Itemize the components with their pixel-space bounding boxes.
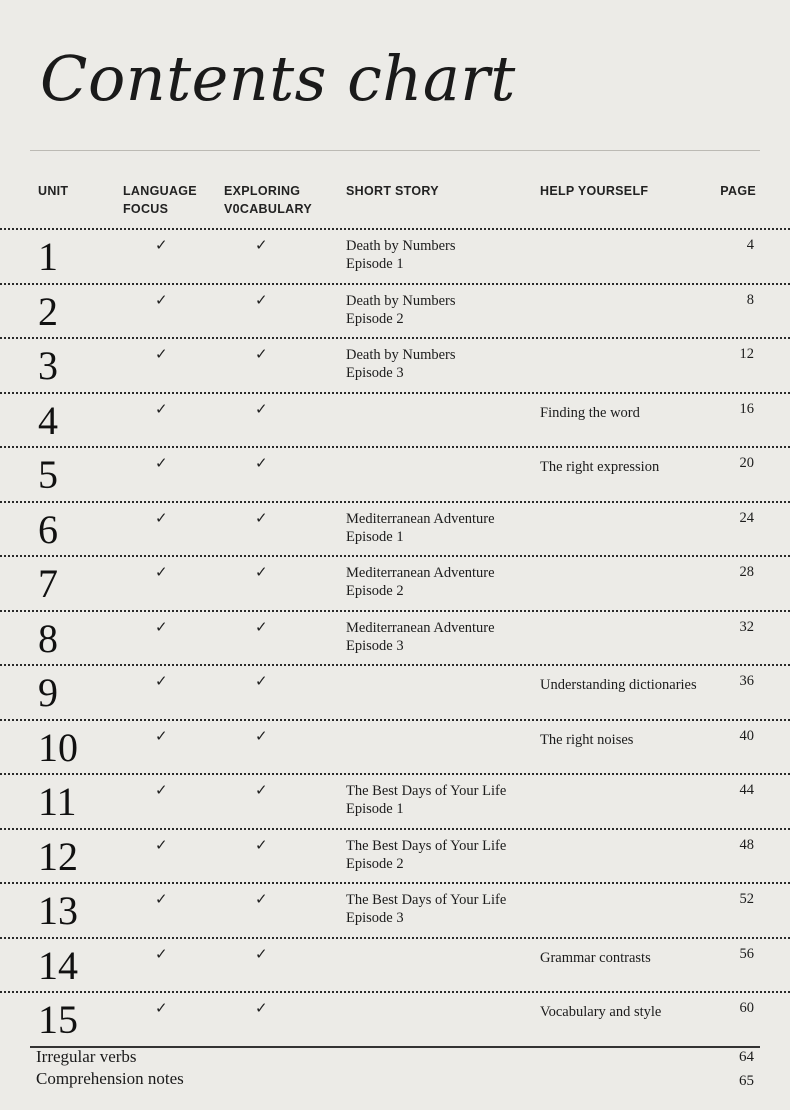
story-episode: Episode 2 xyxy=(346,583,404,599)
page-number: 56 xyxy=(739,945,754,962)
story-episode: Episode 1 xyxy=(346,528,404,545)
short-story xyxy=(346,292,456,328)
story-episode: Episode 3 xyxy=(346,637,404,654)
vocabulary-check-icon: ✓ xyxy=(255,617,268,636)
language-focus-check-icon: ✓ xyxy=(155,944,168,963)
help-yourself-topic: The right noises xyxy=(540,731,634,748)
story-episode: Episode 2 xyxy=(346,310,404,327)
table-row xyxy=(0,773,790,830)
unit-number: 3 xyxy=(38,343,58,388)
page-number: 36 xyxy=(739,673,754,689)
page-number: 8 xyxy=(746,291,754,308)
page-number: 20 xyxy=(739,455,754,471)
unit-number: 14 xyxy=(38,942,78,988)
header-exploring-vocabulary: EXPLORING V0CABULARY xyxy=(224,184,312,216)
unit-number: 8 xyxy=(38,615,58,661)
vocabulary-check-icon: ✓ xyxy=(255,890,268,908)
table-row xyxy=(0,392,790,449)
table-row xyxy=(0,228,790,285)
short-story xyxy=(346,891,506,927)
extra-page-comprehension-notes: 65 xyxy=(739,1073,754,1089)
table-row xyxy=(0,828,790,885)
vocabulary-check-icon: ✓ xyxy=(255,835,268,854)
vocabulary-check-icon: ✓ xyxy=(255,563,268,581)
table-row xyxy=(0,719,790,776)
vocabulary-check-icon: ✓ xyxy=(255,345,268,363)
top-divider xyxy=(30,150,760,151)
vocabulary-check-icon: ✓ xyxy=(255,508,268,527)
language-focus-check-icon: ✓ xyxy=(155,563,168,581)
language-focus-check-icon: ✓ xyxy=(155,726,168,745)
table-row xyxy=(0,283,790,340)
header-short-story: SHORT STORY xyxy=(346,184,439,198)
unit-number: 11 xyxy=(38,779,77,824)
page-number: 28 xyxy=(739,564,754,580)
story-episode: Episode 1 xyxy=(346,256,404,272)
language-focus-check-icon: ✓ xyxy=(155,781,168,799)
unit-number: 10 xyxy=(38,724,78,770)
vocabulary-check-icon: ✓ xyxy=(255,399,268,418)
story-title: Death by Numbers xyxy=(346,292,456,309)
unit-number: 12 xyxy=(38,833,78,879)
language-focus-check-icon: ✓ xyxy=(155,835,168,854)
header-language-focus: LANGUAGE FOCUS xyxy=(123,184,197,216)
table-row xyxy=(0,991,790,1048)
language-focus-check-icon: ✓ xyxy=(155,345,168,363)
page-number: 48 xyxy=(739,836,754,853)
page-number: 52 xyxy=(739,891,754,907)
header-help-yourself: HELP YOURSELF xyxy=(540,184,649,198)
short-story xyxy=(346,237,456,273)
language-focus-check-icon: ✓ xyxy=(155,617,168,636)
vocabulary-check-icon: ✓ xyxy=(255,726,268,745)
story-title: Death by Numbers xyxy=(346,238,456,254)
unit-number: 13 xyxy=(38,888,78,933)
language-focus-check-icon: ✓ xyxy=(155,290,168,309)
short-story xyxy=(346,619,495,655)
story-episode: Episode 3 xyxy=(346,910,404,926)
vocabulary-check-icon: ✓ xyxy=(255,454,268,472)
bottom-divider xyxy=(30,1046,760,1048)
page-number: 24 xyxy=(739,509,754,526)
table-row xyxy=(0,882,790,939)
vocabulary-check-icon: ✓ xyxy=(255,290,268,309)
vocabulary-check-icon: ✓ xyxy=(255,944,268,963)
unit-number: 7 xyxy=(38,561,58,606)
language-focus-check-icon: ✓ xyxy=(155,399,168,418)
extra-page-irregular-verbs: 64 xyxy=(739,1049,754,1065)
table-row xyxy=(0,555,790,612)
language-focus-check-icon: ✓ xyxy=(155,890,168,908)
header-page: PAGE xyxy=(720,184,756,198)
extra-item-irregular-verbs: Irregular verbs xyxy=(36,1047,137,1066)
story-title: Death by Numbers xyxy=(346,347,456,363)
header-unit: UNIT xyxy=(38,184,69,198)
story-title: The Best Days of Your Life xyxy=(346,892,507,908)
short-story xyxy=(346,837,506,873)
language-focus-check-icon: ✓ xyxy=(155,999,168,1017)
story-episode: Episode 2 xyxy=(346,855,404,872)
page-number: 60 xyxy=(739,1000,754,1016)
language-focus-check-icon: ✓ xyxy=(155,508,168,527)
vocabulary-check-icon: ✓ xyxy=(255,999,268,1017)
language-focus-check-icon: ✓ xyxy=(155,454,168,472)
vocabulary-check-icon: ✓ xyxy=(255,236,268,254)
help-yourself-topic: Finding the word xyxy=(540,404,640,421)
unit-number: 15 xyxy=(38,997,78,1042)
table-row xyxy=(0,337,790,394)
vocabulary-check-icon: ✓ xyxy=(255,672,268,690)
help-yourself-topic: The right expression xyxy=(540,459,660,475)
story-episode: Episode 3 xyxy=(346,365,404,381)
page-number: 16 xyxy=(739,400,754,417)
table-header xyxy=(0,182,790,222)
unit-number: 5 xyxy=(38,452,58,497)
story-title: Mediterranean Adventure xyxy=(346,619,495,636)
page-number: 44 xyxy=(739,782,754,798)
language-focus-check-icon: ✓ xyxy=(155,236,168,254)
story-title: Mediterranean Adventure xyxy=(346,565,495,581)
page-number: 4 xyxy=(746,237,754,253)
page-number: 32 xyxy=(739,618,754,635)
table-row xyxy=(0,501,790,558)
language-focus-check-icon: ✓ xyxy=(155,672,168,690)
unit-number: 2 xyxy=(38,288,58,334)
table-row xyxy=(0,446,790,503)
unit-number: 4 xyxy=(38,397,58,443)
page-number: 40 xyxy=(739,727,754,744)
short-story xyxy=(346,510,495,546)
unit-number: 1 xyxy=(38,234,58,279)
page-number: 12 xyxy=(739,346,754,362)
table-row xyxy=(0,610,790,667)
unit-number: 6 xyxy=(38,506,58,552)
help-yourself-topic: Grammar contrasts xyxy=(540,949,651,966)
story-title: Mediterranean Adventure xyxy=(346,510,495,527)
unit-number: 9 xyxy=(38,670,58,715)
help-yourself-topic: Understanding dictionaries xyxy=(540,677,697,693)
short-story xyxy=(346,782,506,818)
story-episode: Episode 1 xyxy=(346,801,404,817)
story-title: The Best Days of Your Life xyxy=(346,837,507,854)
table-row xyxy=(0,937,790,994)
short-story xyxy=(346,346,456,382)
story-title: The Best Days of Your Life xyxy=(346,783,507,799)
help-yourself-topic: Vocabulary and style xyxy=(540,1004,662,1020)
table-row xyxy=(0,664,790,721)
page-title: Contents chart xyxy=(40,42,516,115)
short-story xyxy=(346,564,495,600)
extra-item-comprehension-notes: Comprehension notes xyxy=(36,1069,184,1088)
vocabulary-check-icon: ✓ xyxy=(255,781,268,799)
